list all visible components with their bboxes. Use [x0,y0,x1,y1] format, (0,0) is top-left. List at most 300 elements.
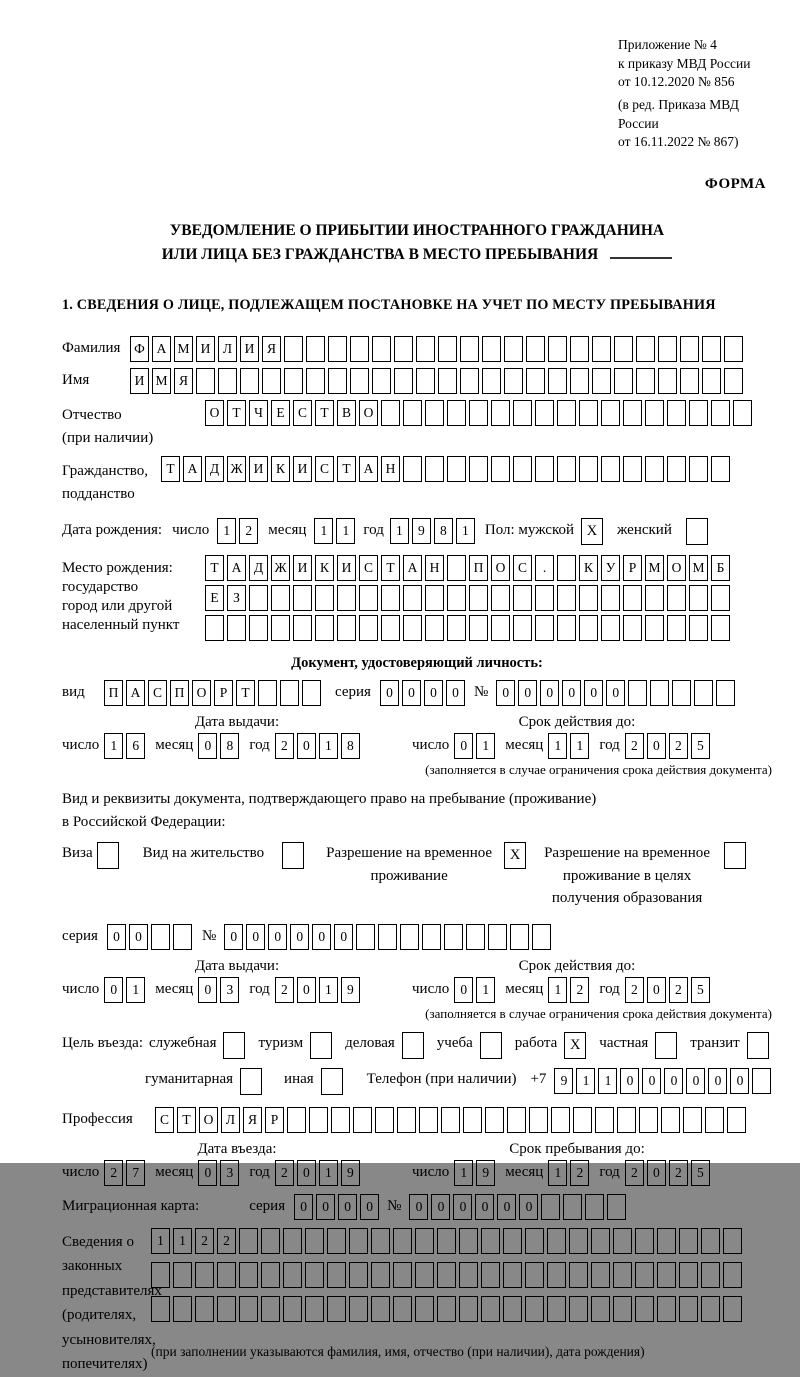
char-cell[interactable] [679,1228,698,1254]
char-cell[interactable] [337,585,356,611]
char-cell[interactable]: Ж [227,456,246,482]
char-cell[interactable]: 1 [570,733,589,759]
char-cell[interactable]: 0 [686,1068,705,1094]
char-cell[interactable]: И [337,555,356,581]
char-cell[interactable] [372,336,391,362]
char-cell[interactable]: О [359,400,378,426]
char-cell[interactable]: 0 [446,680,465,706]
char-cell[interactable]: К [579,555,598,581]
char-cell[interactable] [371,1262,390,1288]
char-cell[interactable] [658,336,677,362]
char-cell[interactable] [416,368,435,394]
char-cell[interactable] [482,336,501,362]
char-cell[interactable]: Л [221,1107,240,1133]
char-cell[interactable]: О [667,555,686,581]
char-cell[interactable]: З [227,585,246,611]
birth-month-grid[interactable] [314,518,355,544]
representatives-grid-2[interactable] [151,1262,742,1288]
char-cell[interactable]: М [174,336,193,362]
char-cell[interactable] [437,1262,456,1288]
char-cell[interactable] [694,680,713,706]
char-cell[interactable] [349,1228,368,1254]
char-cell[interactable]: 2 [625,977,644,1003]
char-cell[interactable]: 0 [198,733,217,759]
char-cell[interactable] [667,585,686,611]
char-cell[interactable]: 2 [669,1160,688,1186]
char-cell[interactable] [525,1296,544,1322]
passport-issue-day-grid[interactable] [104,733,145,759]
char-cell[interactable] [689,615,708,641]
char-cell[interactable] [283,1228,302,1254]
char-cell[interactable]: 0 [496,680,515,706]
char-cell[interactable]: 0 [409,1194,428,1220]
char-cell[interactable] [667,456,686,482]
char-cell[interactable]: А [152,336,171,362]
char-cell[interactable] [526,368,545,394]
residence-series-grid[interactable] [107,924,192,950]
char-cell[interactable] [381,615,400,641]
char-cell[interactable] [733,400,752,426]
char-cell[interactable]: 0 [312,924,331,950]
char-cell[interactable] [438,368,457,394]
char-cell[interactable] [393,1296,412,1322]
char-cell[interactable] [400,924,419,950]
char-cell[interactable] [623,615,642,641]
char-cell[interactable] [645,585,664,611]
char-cell[interactable] [425,585,444,611]
char-cell[interactable]: И [293,456,312,482]
char-cell[interactable] [645,400,664,426]
char-cell[interactable] [422,924,441,950]
char-cell[interactable] [469,585,488,611]
purpose-other-checkbox[interactable] [321,1068,343,1095]
char-cell[interactable]: 0 [518,680,537,706]
birth-place-grid-1[interactable] [205,555,730,581]
char-cell[interactable] [403,585,422,611]
char-cell[interactable] [667,615,686,641]
char-cell[interactable]: 2 [625,733,644,759]
char-cell[interactable] [240,368,259,394]
char-cell[interactable] [569,1262,588,1288]
char-cell[interactable]: 0 [475,1194,494,1220]
char-cell[interactable] [349,1296,368,1322]
char-cell[interactable] [378,924,397,950]
char-cell[interactable]: 9 [476,1160,495,1186]
char-cell[interactable] [280,680,299,706]
passport-expiry-day-grid[interactable] [454,733,495,759]
char-cell[interactable]: 0 [647,733,666,759]
char-cell[interactable]: 0 [584,680,603,706]
char-cell[interactable] [293,585,312,611]
char-cell[interactable] [327,1262,346,1288]
residence-expiry-month-grid[interactable] [548,977,589,1003]
char-cell[interactable]: С [293,400,312,426]
char-cell[interactable]: Л [218,336,237,362]
char-cell[interactable] [525,1228,544,1254]
char-cell[interactable]: Р [214,680,233,706]
char-cell[interactable] [195,1262,214,1288]
char-cell[interactable] [359,585,378,611]
char-cell[interactable]: 0 [198,1160,217,1186]
char-cell[interactable] [504,368,523,394]
char-cell[interactable] [415,1228,434,1254]
char-cell[interactable]: 2 [275,1160,294,1186]
char-cell[interactable] [551,1107,570,1133]
stay-month-grid[interactable] [548,1160,589,1186]
char-cell[interactable]: М [689,555,708,581]
char-cell[interactable] [563,1194,582,1220]
char-cell[interactable] [459,1228,478,1254]
char-cell[interactable] [393,1228,412,1254]
char-cell[interactable] [239,1262,258,1288]
char-cell[interactable] [328,368,347,394]
char-cell[interactable] [535,615,554,641]
char-cell[interactable]: 1 [126,977,145,1003]
residence-issue-month-grid[interactable] [198,977,239,1003]
purpose-humanitarian-checkbox[interactable] [240,1068,262,1095]
char-cell[interactable] [623,456,642,482]
char-cell[interactable] [535,400,554,426]
temp-permit-checkbox[interactable]: X [504,842,526,869]
char-cell[interactable]: 0 [198,977,217,1003]
char-cell[interactable]: 2 [570,977,589,1003]
char-cell[interactable]: 2 [217,1228,236,1254]
phone-digits-grid[interactable] [554,1068,771,1094]
char-cell[interactable] [381,400,400,426]
char-cell[interactable] [724,368,743,394]
char-cell[interactable] [349,1262,368,1288]
patronymic-grid[interactable] [205,400,752,426]
char-cell[interactable]: 0 [104,977,123,1003]
char-cell[interactable]: Т [236,680,255,706]
char-cell[interactable] [350,336,369,362]
char-cell[interactable]: Ч [249,400,268,426]
char-cell[interactable]: И [196,336,215,362]
doc-kind-grid[interactable] [104,680,321,706]
char-cell[interactable] [447,400,466,426]
char-cell[interactable]: Т [161,456,180,482]
char-cell[interactable] [482,368,501,394]
char-cell[interactable]: 0 [268,924,287,950]
residence-number-grid[interactable] [224,924,551,950]
char-cell[interactable]: Н [425,555,444,581]
char-cell[interactable]: А [126,680,145,706]
char-cell[interactable] [705,1107,724,1133]
char-cell[interactable]: 6 [126,733,145,759]
char-cell[interactable]: И [293,555,312,581]
char-cell[interactable]: 2 [669,977,688,1003]
char-cell[interactable]: Т [227,400,246,426]
char-cell[interactable] [535,585,554,611]
char-cell[interactable]: Б [711,555,730,581]
char-cell[interactable] [218,368,237,394]
char-cell[interactable] [595,1107,614,1133]
char-cell[interactable]: 0 [454,733,473,759]
char-cell[interactable]: С [513,555,532,581]
char-cell[interactable] [283,1296,302,1322]
residence-expiry-day-grid[interactable] [454,977,495,1003]
char-cell[interactable]: Д [205,456,224,482]
char-cell[interactable] [752,1068,771,1094]
char-cell[interactable]: 0 [297,733,316,759]
char-cell[interactable] [585,1194,604,1220]
char-cell[interactable] [447,555,466,581]
char-cell[interactable] [394,336,413,362]
char-cell[interactable] [623,585,642,611]
char-cell[interactable] [337,615,356,641]
purpose-business-checkbox[interactable] [402,1032,424,1059]
char-cell[interactable] [689,585,708,611]
char-cell[interactable]: 0 [380,680,399,706]
purpose-work-checkbox[interactable]: X [564,1032,586,1059]
char-cell[interactable] [491,456,510,482]
char-cell[interactable] [425,456,444,482]
char-cell[interactable] [305,1262,324,1288]
char-cell[interactable]: К [271,456,290,482]
char-cell[interactable] [645,456,664,482]
char-cell[interactable] [394,368,413,394]
char-cell[interactable]: 5 [691,733,710,759]
char-cell[interactable] [239,1228,258,1254]
char-cell[interactable] [650,680,669,706]
char-cell[interactable] [469,400,488,426]
sex-male-checkbox[interactable]: X [581,518,603,545]
char-cell[interactable]: О [205,400,224,426]
stay-day-grid[interactable] [454,1160,495,1186]
char-cell[interactable]: О [199,1107,218,1133]
char-cell[interactable] [723,1262,742,1288]
char-cell[interactable] [350,368,369,394]
char-cell[interactable] [375,1107,394,1133]
char-cell[interactable]: У [601,555,620,581]
char-cell[interactable]: 0 [316,1194,335,1220]
char-cell[interactable] [419,1107,438,1133]
char-cell[interactable]: 0 [453,1194,472,1220]
char-cell[interactable] [284,368,303,394]
char-cell[interactable] [601,585,620,611]
char-cell[interactable] [258,680,277,706]
char-cell[interactable]: 3 [220,1160,239,1186]
char-cell[interactable] [635,1228,654,1254]
char-cell[interactable] [526,336,545,362]
char-cell[interactable]: Я [243,1107,262,1133]
char-cell[interactable] [262,368,281,394]
char-cell[interactable] [503,1228,522,1254]
char-cell[interactable] [173,924,192,950]
char-cell[interactable]: 8 [220,733,239,759]
char-cell[interactable] [469,456,488,482]
char-cell[interactable]: 1 [548,977,567,1003]
char-cell[interactable] [617,1107,636,1133]
char-cell[interactable] [723,1228,742,1254]
char-cell[interactable]: 1 [104,733,123,759]
char-cell[interactable]: 1 [454,1160,473,1186]
char-cell[interactable] [569,1296,588,1322]
char-cell[interactable] [393,1262,412,1288]
char-cell[interactable] [689,400,708,426]
char-cell[interactable] [680,368,699,394]
char-cell[interactable]: 0 [647,977,666,1003]
char-cell[interactable]: 1 [319,1160,338,1186]
char-cell[interactable] [205,615,224,641]
edu-permit-checkbox[interactable] [724,842,746,869]
char-cell[interactable] [459,1262,478,1288]
char-cell[interactable] [614,368,633,394]
char-cell[interactable]: 0 [360,1194,379,1220]
passport-issue-month-grid[interactable] [198,733,239,759]
char-cell[interactable]: 0 [730,1068,749,1094]
char-cell[interactable] [672,680,691,706]
char-cell[interactable] [271,615,290,641]
char-cell[interactable]: 1 [314,518,333,544]
char-cell[interactable] [547,1262,566,1288]
char-cell[interactable]: 0 [402,680,421,706]
char-cell[interactable]: Д [249,555,268,581]
char-cell[interactable] [441,1107,460,1133]
char-cell[interactable] [287,1107,306,1133]
char-cell[interactable] [403,615,422,641]
char-cell[interactable]: К [315,555,334,581]
char-cell[interactable] [444,924,463,950]
char-cell[interactable] [535,456,554,482]
char-cell[interactable]: И [240,336,259,362]
char-cell[interactable] [306,368,325,394]
char-cell[interactable] [463,1107,482,1133]
entry-month-grid[interactable] [198,1160,239,1186]
char-cell[interactable] [217,1296,236,1322]
char-cell[interactable] [460,336,479,362]
char-cell[interactable] [425,400,444,426]
purpose-study-checkbox[interactable] [480,1032,502,1059]
migration-number-grid[interactable] [409,1194,626,1220]
char-cell[interactable] [614,336,633,362]
char-cell[interactable] [315,615,334,641]
char-cell[interactable] [261,1228,280,1254]
char-cell[interactable] [661,1107,680,1133]
char-cell[interactable] [309,1107,328,1133]
char-cell[interactable] [513,456,532,482]
char-cell[interactable] [293,615,312,641]
char-cell[interactable]: Т [315,400,334,426]
citizenship-grid[interactable] [161,456,730,482]
char-cell[interactable]: 2 [275,977,294,1003]
char-cell[interactable]: О [491,555,510,581]
char-cell[interactable] [569,1228,588,1254]
char-cell[interactable] [353,1107,372,1133]
char-cell[interactable]: 5 [691,977,710,1003]
char-cell[interactable] [447,615,466,641]
char-cell[interactable] [613,1262,632,1288]
char-cell[interactable] [532,924,551,950]
char-cell[interactable]: 1 [598,1068,617,1094]
char-cell[interactable] [195,1296,214,1322]
char-cell[interactable] [711,615,730,641]
char-cell[interactable] [481,1262,500,1288]
char-cell[interactable] [679,1296,698,1322]
char-cell[interactable] [504,336,523,362]
char-cell[interactable] [271,585,290,611]
char-cell[interactable]: Р [265,1107,284,1133]
char-cell[interactable] [591,1262,610,1288]
char-cell[interactable] [591,1296,610,1322]
char-cell[interactable] [437,1228,456,1254]
char-cell[interactable] [437,1296,456,1322]
char-cell[interactable]: И [249,456,268,482]
char-cell[interactable] [481,1228,500,1254]
char-cell[interactable] [371,1296,390,1322]
char-cell[interactable] [306,336,325,362]
char-cell[interactable]: П [104,680,123,706]
char-cell[interactable] [601,615,620,641]
char-cell[interactable] [196,368,215,394]
char-cell[interactable]: С [359,555,378,581]
char-cell[interactable] [601,456,620,482]
char-cell[interactable] [481,1296,500,1322]
char-cell[interactable]: . [535,555,554,581]
char-cell[interactable] [723,1296,742,1322]
doc-series-grid[interactable] [380,680,465,706]
char-cell[interactable] [327,1296,346,1322]
char-cell[interactable]: 0 [642,1068,661,1094]
residence-permit-checkbox[interactable] [282,842,304,869]
char-cell[interactable] [403,456,422,482]
char-cell[interactable] [359,615,378,641]
char-cell[interactable] [261,1262,280,1288]
char-cell[interactable]: 1 [319,977,338,1003]
char-cell[interactable]: Н [381,456,400,482]
char-cell[interactable] [683,1107,702,1133]
char-cell[interactable] [469,615,488,641]
char-cell[interactable] [459,1296,478,1322]
char-cell[interactable] [315,585,334,611]
char-cell[interactable] [356,924,375,950]
char-cell[interactable] [327,1228,346,1254]
representatives-grid-3[interactable] [151,1296,742,1322]
char-cell[interactable] [249,615,268,641]
char-cell[interactable]: 2 [104,1160,123,1186]
char-cell[interactable]: А [403,555,422,581]
char-cell[interactable] [679,1262,698,1288]
sex-female-checkbox[interactable] [686,518,708,545]
char-cell[interactable] [488,924,507,950]
char-cell[interactable] [635,1296,654,1322]
char-cell[interactable]: 0 [519,1194,538,1220]
char-cell[interactable] [557,555,576,581]
representatives-grid-1[interactable] [151,1228,742,1254]
purpose-transit-checkbox[interactable] [747,1032,769,1059]
char-cell[interactable] [579,585,598,611]
char-cell[interactable] [503,1296,522,1322]
char-cell[interactable] [328,336,347,362]
char-cell[interactable]: 9 [554,1068,573,1094]
char-cell[interactable] [702,336,721,362]
char-cell[interactable] [613,1228,632,1254]
char-cell[interactable] [283,1262,302,1288]
char-cell[interactable] [702,368,721,394]
char-cell[interactable] [701,1296,720,1322]
char-cell[interactable]: Ж [271,555,290,581]
char-cell[interactable] [570,368,589,394]
char-cell[interactable]: 0 [297,1160,316,1186]
char-cell[interactable] [724,336,743,362]
char-cell[interactable] [657,1228,676,1254]
char-cell[interactable]: 0 [297,977,316,1003]
char-cell[interactable]: 0 [708,1068,727,1094]
char-cell[interactable] [151,924,170,950]
char-cell[interactable]: П [469,555,488,581]
char-cell[interactable]: 2 [275,733,294,759]
char-cell[interactable] [302,680,321,706]
